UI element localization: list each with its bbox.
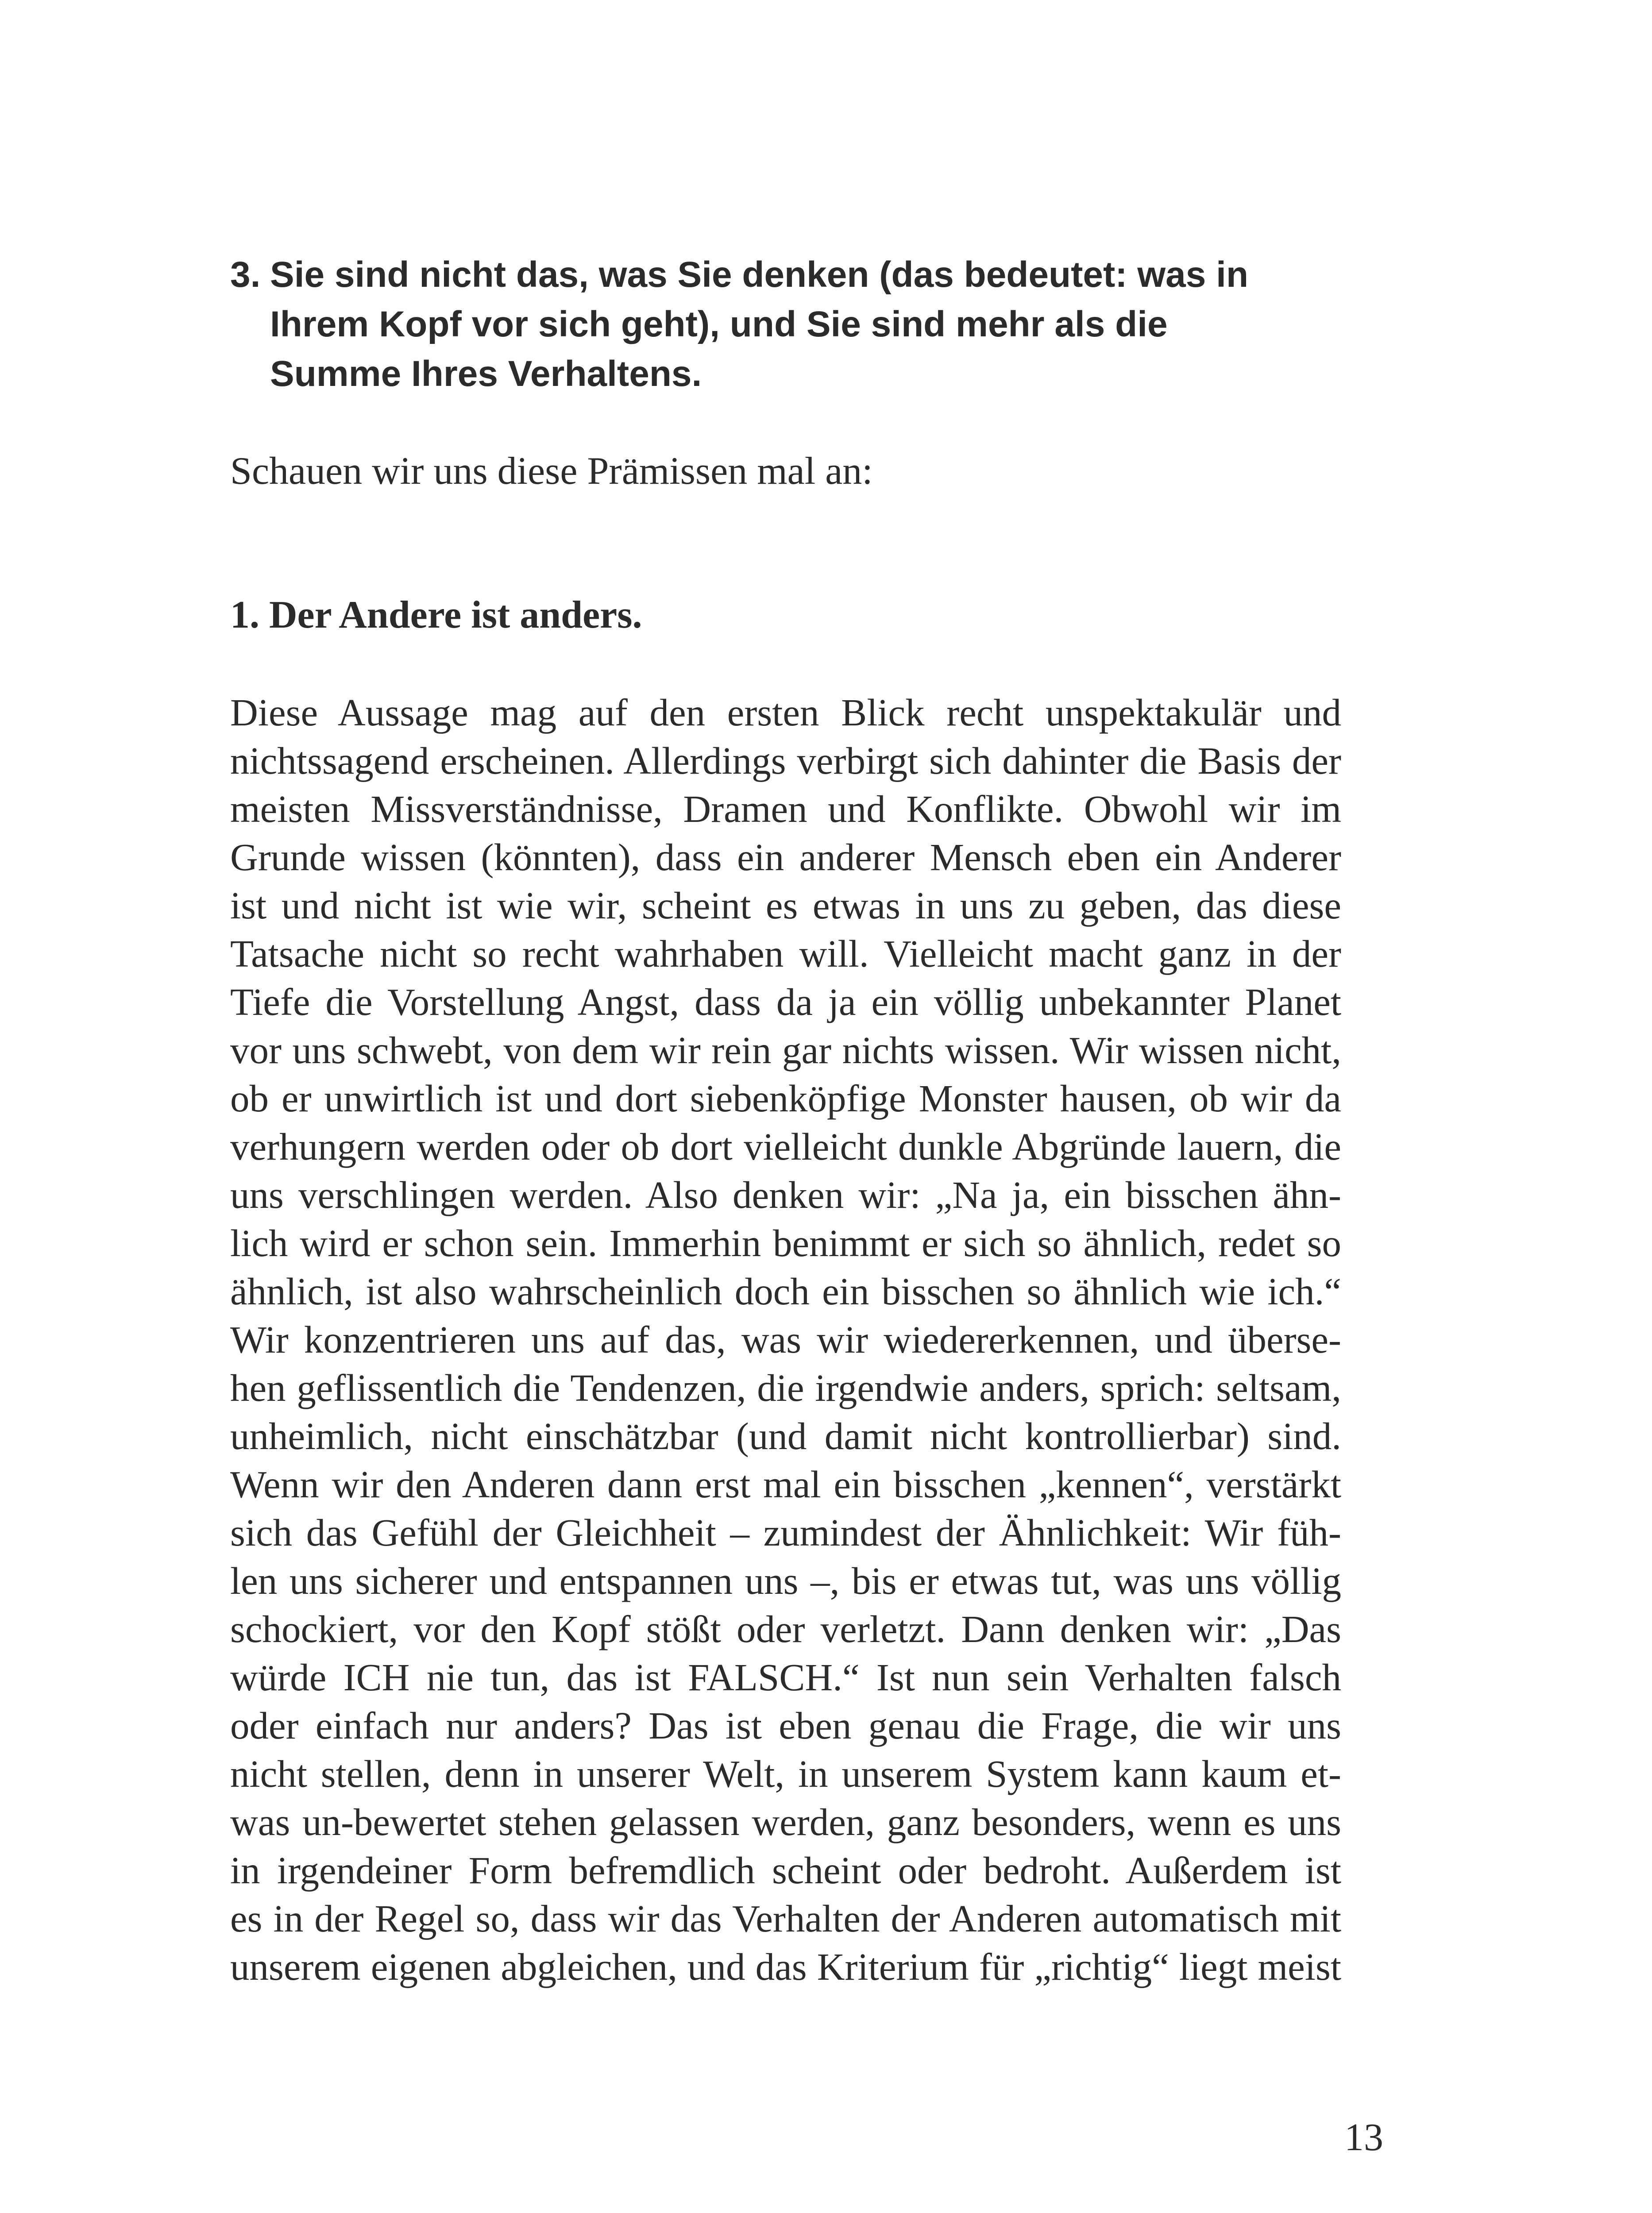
body-line: schockiert, vor den Kopf stößt oder verletzt. Dann denken wir: „Das [230, 1608, 1341, 1650]
list-item-line: Ihrem Kopf vor sich geht), und Sie sind mehr als die [270, 304, 1168, 344]
body-line: oder einfach nur anders? Das ist eben genau die Frage, die wir uns [230, 1704, 1341, 1747]
body-line: lich wird er schon sein. Immerhin benimmt er sich so ähnlich, redet so [230, 1222, 1341, 1265]
body-paragraph [230, 688, 1341, 1991]
page-number: 13 [1344, 2116, 1383, 2159]
body-line: es in der Regel so, dass wir das Verhalten der Anderen automatisch mit [230, 1897, 1341, 1940]
body-line: Grunde wissen (könnten), dass ein anderer Mensch eben ein Anderer [230, 836, 1341, 879]
body-line: verhungern werden oder ob dort vielleicht dunkle Abgründe lauern, die [230, 1125, 1341, 1168]
section-heading: 1. Der Andere ist anders. [230, 594, 642, 636]
body-line: hen geflissentlich die Tendenzen, die irgendwie anders, sprich: seltsam, [230, 1366, 1341, 1409]
list-number: 3. [230, 254, 261, 295]
body-line: unserem eigenen abgleichen, und das Kriterium für „richtig“ liegt meist [230, 1945, 1341, 1988]
body-line: Tiefe die Vorstellung Angst, dass da ja ein völlig unbekannter Planet [230, 980, 1341, 1023]
body-line: nicht stellen, denn in unserer Welt, in unserem System kann kaum et- [230, 1752, 1341, 1795]
body-line: ähnlich, ist also wahrscheinlich doch ein bisschen so ähnlich wie ich.“ [230, 1270, 1341, 1313]
body-line: ist und nicht ist wie wir, scheint es etwas in uns zu geben, das diese [230, 884, 1341, 927]
body-line: uns verschlingen werden. Also denken wir: „Na ja, ein bisschen ähn- [230, 1173, 1341, 1216]
body-line: ob er unwirtlich ist und dort siebenköpfige Monster hausen, ob wir da [230, 1077, 1341, 1120]
body-line: würde ICH nie tun, das ist FALSCH.“ Ist nun sein Verhalten falsch [230, 1656, 1341, 1699]
body-line: Tatsache nicht so recht wahrhaben will. Vielleicht macht ganz in der [230, 932, 1341, 975]
premise-list-item-3 [230, 250, 1381, 399]
list-item-line: Sie sind nicht das, was Sie denken (das bedeutet: was in [270, 254, 1249, 295]
body-line: unheimlich, nicht einschätzbar (und damit nicht kontrollierbar) sind. [230, 1415, 1341, 1457]
body-line: in irgendeiner Form befremdlich scheint oder bedroht. Außerdem ist [230, 1849, 1341, 1892]
body-line: Wenn wir den Anderen dann erst mal ein bisschen „kennen“, verstärkt [230, 1463, 1341, 1506]
body-line: sich das Gefühl der Gleichheit – zumindest der Ähnlichkeit: Wir füh- [230, 1511, 1341, 1554]
body-line: meisten Missverständnisse, Dramen und Konflikte. Obwohl wir im [230, 787, 1341, 830]
body-line: nichtssagend erscheinen. Allerdings verbirgt sich dahinter die Basis der [230, 739, 1341, 782]
body-line: len uns sicherer und entspannen uns –, bis er etwas tut, was uns völlig [230, 1559, 1341, 1602]
body-line: Wir konzentrieren uns auf das, was wir wiedererkennen, und überse- [230, 1318, 1341, 1361]
body-line: was un-bewertet stehen gelassen werden, ganz besonders, wenn es uns [230, 1800, 1341, 1843]
intro-sentence: Schauen wir uns diese Prämissen mal an: [230, 450, 873, 493]
list-item-line: Summe Ihres Verhaltens. [270, 354, 702, 394]
body-line: Diese Aussage mag auf den ersten Blick recht unspektakulär und [230, 691, 1341, 734]
body-line: vor uns schwebt, von dem wir rein gar nichts wissen. Wir wissen nicht, [230, 1029, 1341, 1072]
